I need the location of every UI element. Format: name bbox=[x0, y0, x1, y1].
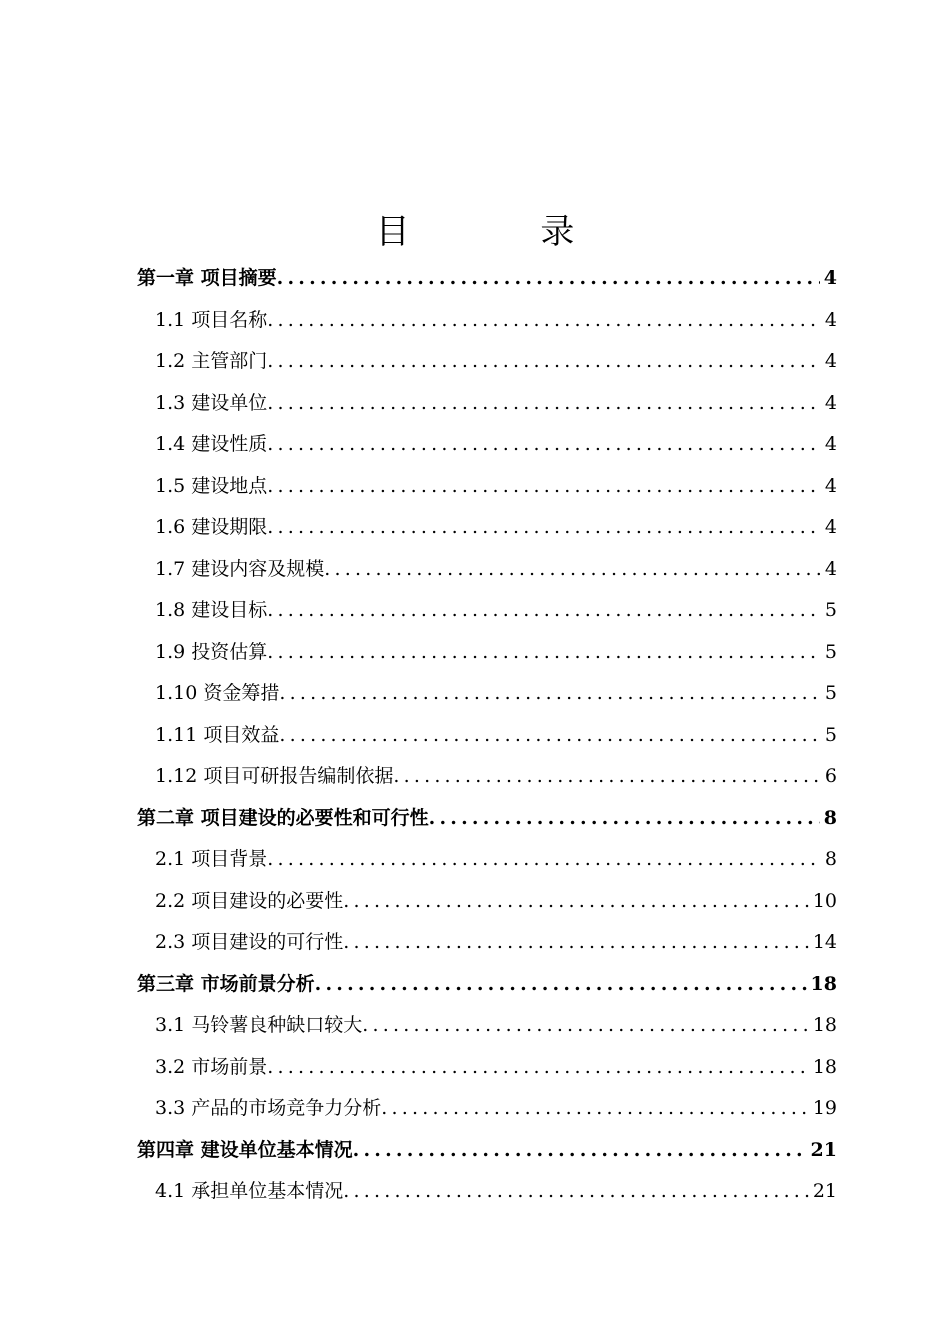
toc-entry[interactable] bbox=[137, 839, 837, 881]
toc-entry[interactable] bbox=[137, 1130, 837, 1172]
dot-leader bbox=[277, 258, 820, 300]
toc-entry[interactable] bbox=[137, 258, 837, 300]
toc-entry[interactable] bbox=[137, 798, 837, 840]
toc-entry-label: 1.3 建设单位 bbox=[155, 391, 268, 414]
toc-entry-page: 19 bbox=[812, 1097, 837, 1119]
toc-entry-label: 1.10 资金筹措 bbox=[155, 682, 280, 704]
toc-entry-page: 5 bbox=[824, 599, 837, 621]
toc-entry-label: 1.7 建设内容及规模 bbox=[155, 557, 325, 580]
toc-entry-page: 14 bbox=[812, 931, 837, 953]
toc-entry[interactable] bbox=[137, 507, 837, 549]
toc-entry-label: 1.2 主管部门 bbox=[155, 350, 268, 372]
toc-entry-label: 第四章 建设单位基本情况 bbox=[137, 1138, 353, 1161]
toc-entry-label: 2.1 项目背景 bbox=[155, 848, 268, 870]
toc-entry[interactable] bbox=[137, 964, 837, 1006]
toc-entry-page: 5 bbox=[824, 723, 837, 746]
toc-entry[interactable] bbox=[137, 673, 837, 715]
toc-entry-page: 5 bbox=[824, 682, 837, 704]
toc-entry-page: 18 bbox=[810, 972, 837, 995]
toc-entry[interactable] bbox=[137, 632, 837, 674]
toc-entry[interactable] bbox=[137, 590, 837, 632]
toc-entry-page: 21 bbox=[812, 1180, 837, 1202]
dot-leader bbox=[353, 1130, 807, 1172]
toc-entry-page: 6 bbox=[824, 765, 837, 787]
dot-leader bbox=[267, 1047, 809, 1089]
toc-entry-label: 2.3 项目建设的可行性 bbox=[155, 931, 344, 953]
toc-entry-label: 3.1 马铃薯良种缺口较大 bbox=[155, 1014, 363, 1036]
dot-leader bbox=[393, 756, 821, 798]
toc-entry[interactable] bbox=[137, 383, 837, 425]
dot-leader bbox=[267, 383, 821, 425]
toc-entry-label: 1.1 项目名称 bbox=[155, 308, 268, 331]
toc-entry[interactable] bbox=[137, 1171, 837, 1213]
toc-entry-label: 第二章 项目建设的必要性和可行性 bbox=[137, 806, 429, 829]
toc-entry[interactable] bbox=[137, 715, 837, 757]
toc-entry-page: 8 bbox=[823, 806, 837, 829]
toc-entry-label: 3.3 产品的市场竞争力分析 bbox=[155, 1097, 382, 1119]
dot-leader bbox=[343, 922, 809, 964]
toc-entry-label: 4.1 承担单位基本情况 bbox=[155, 1180, 344, 1202]
toc-entry-page: 4 bbox=[823, 267, 837, 289]
dot-leader bbox=[267, 466, 821, 508]
dot-leader bbox=[381, 1088, 809, 1130]
toc-entry-label: 第三章 市场前景分析 bbox=[137, 972, 315, 995]
toc-entry-label: 1.8 建设目标 bbox=[155, 599, 268, 621]
toc-entry-page: 8 bbox=[824, 848, 837, 870]
toc-entry-page: 18 bbox=[812, 1014, 837, 1036]
toc-entry-page: 10 bbox=[812, 889, 837, 912]
toc-entry[interactable] bbox=[137, 922, 837, 964]
toc-entry-page: 4 bbox=[824, 391, 837, 414]
dot-leader bbox=[267, 632, 821, 674]
toc-entry-label: 1.5 建设地点 bbox=[155, 474, 268, 497]
toc-entry-label: 2.2 项目建设的必要性 bbox=[155, 889, 344, 912]
dot-leader bbox=[279, 715, 821, 757]
toc-entry-label: 1.4 建设性质 bbox=[155, 433, 268, 455]
dot-leader bbox=[267, 341, 821, 383]
toc-entry-label: 1.6 建设期限 bbox=[155, 516, 268, 538]
toc-entry-page: 4 bbox=[824, 516, 837, 538]
dot-leader bbox=[343, 881, 809, 923]
dot-leader bbox=[267, 507, 821, 549]
dot-leader bbox=[267, 300, 821, 342]
toc-entry[interactable] bbox=[137, 549, 837, 591]
dot-leader bbox=[267, 424, 821, 466]
toc-entry-page: 4 bbox=[824, 308, 837, 331]
table-of-contents bbox=[137, 258, 837, 1213]
toc-entry-page: 5 bbox=[824, 640, 837, 663]
toc-entry[interactable] bbox=[137, 424, 837, 466]
toc-entry-page: 21 bbox=[810, 1138, 837, 1161]
toc-entry[interactable] bbox=[137, 466, 837, 508]
dot-leader bbox=[315, 964, 807, 1006]
toc-entry[interactable] bbox=[137, 1088, 837, 1130]
dot-leader bbox=[267, 590, 821, 632]
toc-entry-label: 1.12 项目可研报告编制依据 bbox=[155, 765, 394, 787]
dot-leader bbox=[362, 1005, 809, 1047]
dot-leader bbox=[267, 839, 821, 881]
toc-entry[interactable] bbox=[137, 881, 837, 923]
toc-entry-page: 4 bbox=[824, 557, 837, 580]
toc-entry[interactable] bbox=[137, 300, 837, 342]
toc-entry-label: 1.9 投资估算 bbox=[155, 640, 268, 663]
toc-entry-label: 3.2 市场前景 bbox=[155, 1055, 268, 1078]
toc-entry[interactable] bbox=[137, 1047, 837, 1089]
dot-leader bbox=[324, 549, 821, 591]
toc-entry-page: 4 bbox=[824, 433, 837, 455]
toc-entry-label: 1.11 项目效益 bbox=[155, 723, 280, 746]
toc-entry-page: 4 bbox=[824, 350, 837, 372]
toc-entry[interactable] bbox=[137, 1005, 837, 1047]
toc-entry-label: 第一章 项目摘要 bbox=[137, 267, 277, 289]
dot-leader bbox=[429, 798, 820, 840]
toc-title: 目 录 bbox=[375, 212, 635, 252]
toc-entry-page: 18 bbox=[812, 1055, 837, 1078]
toc-entry-page: 4 bbox=[824, 474, 837, 497]
dot-leader bbox=[343, 1171, 809, 1213]
toc-entry[interactable] bbox=[137, 341, 837, 383]
toc-entry[interactable] bbox=[137, 756, 837, 798]
dot-leader bbox=[279, 673, 821, 715]
